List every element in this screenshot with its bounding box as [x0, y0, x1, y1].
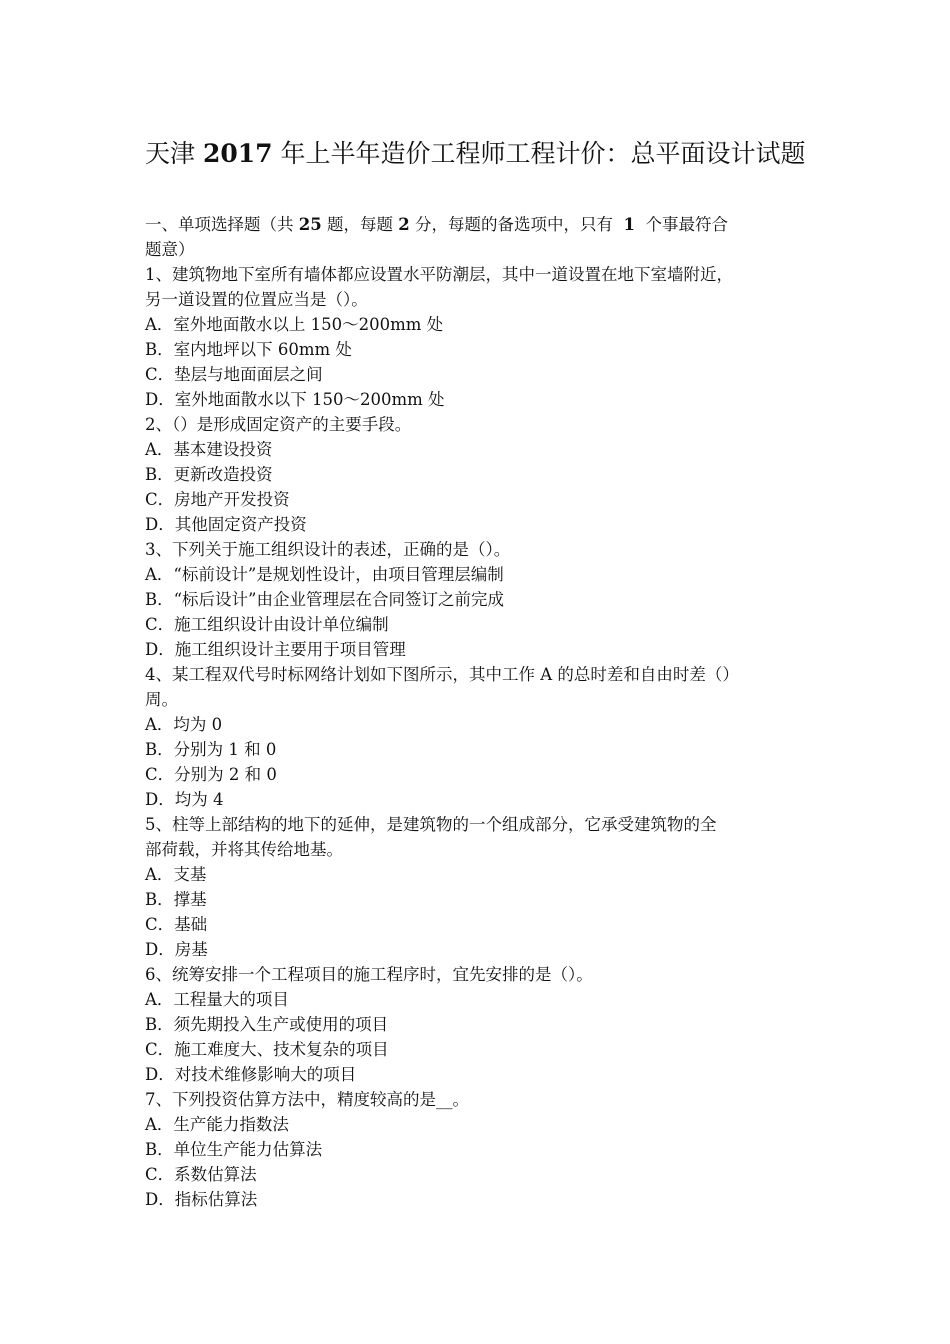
question-4-option-d: D．均为 4	[145, 790, 224, 809]
question-5-option-c: C．基础	[145, 915, 208, 934]
question-1-stem: 1、建筑物地下室所有墙体都应设置水平防潮层，其中一道设置在地下室墙附近，	[145, 265, 733, 284]
section-heading-part3: 分，每题的备选项中，只有	[414, 215, 613, 234]
question-1-option-a: A．室外地面散水以上 150～200mm 处	[145, 315, 444, 334]
question-1-stem-continued: 另一道设置的位置应当是（）。	[145, 290, 368, 309]
page-title	[145, 134, 825, 174]
question-7-option-c: C．系数估算法	[145, 1165, 257, 1184]
question-7-option-a: A．生产能力指数法	[145, 1115, 289, 1134]
question-1-option-c: C．垫层与地面面层之间	[145, 365, 323, 384]
question-5-stem-continued: 部荷载，并将其传给地基。	[145, 840, 343, 859]
question-6-option-b: B．须先期投入生产或使用的项目	[145, 1015, 389, 1034]
question-1-option-d: D．室外地面散水以下 150～200mm 处	[145, 390, 445, 409]
question-count: 25	[298, 215, 322, 234]
question-4-stem-continued: 周。	[145, 690, 178, 709]
question-1-option-b: B．室内地坪以下 60mm 处	[145, 340, 352, 359]
question-5-option-b: B．撑基	[145, 890, 207, 909]
section-heading-part1: 一、单项选择题（共	[145, 215, 294, 234]
question-2-option-d: D．其他固定资产投资	[145, 515, 307, 534]
question-4-option-a: A．均为 0	[145, 715, 223, 734]
question-3-option-a: A．“标前设计”是规划性设计，由项目管理层编制	[145, 565, 504, 584]
question-2-stem: 2、（）是形成固定资产的主要手段。	[145, 415, 412, 434]
question-6-option-c: C．施工难度大、技术复杂的项目	[145, 1040, 389, 1059]
question-4-option-c: C．分别为 2 和 0	[145, 765, 277, 784]
section-heading	[145, 212, 810, 237]
question-5-stem: 5、柱等上部结构的地下的延伸，是建筑物的一个组成部分，它承受建筑物的全	[145, 815, 717, 834]
question-score: 2	[398, 215, 410, 234]
question-3-option-b: B．“标后设计”由企业管理层在合同签订之前完成	[145, 590, 504, 609]
question-2-option-a: A．基本建设投资	[145, 440, 273, 459]
question-3-stem: 3、下列关于施工组织设计的表述，正确的是（）。	[145, 540, 511, 559]
section-heading-part4: 个事最符合	[645, 215, 728, 234]
question-6-option-d: D．对技术维修影响大的项目	[145, 1065, 357, 1084]
question-7-option-b: B．单位生产能力估算法	[145, 1140, 323, 1159]
section-heading-continued: 题意）	[145, 240, 195, 259]
question-3-option-c: C．施工组织设计由设计单位编制	[145, 615, 389, 634]
question-5-option-d: D．房基	[145, 940, 208, 959]
title-prefix: 天津	[145, 139, 196, 168]
question-4-option-b: B．分别为 1 和 0	[145, 740, 277, 759]
question-2-option-c: C．房地产开发投资	[145, 490, 290, 509]
question-3-option-d: D．施工组织设计主要用于项目管理	[145, 640, 406, 659]
document-body	[145, 212, 810, 1212]
question-2-option-b: B．更新改造投资	[145, 465, 273, 484]
question-4-stem: 4、某工程双代号时标网络计划如下图所示，其中工作 A 的总时差和自由时差（）	[145, 665, 739, 684]
question-5-option-a: A．支基	[145, 865, 207, 884]
question-7-stem: 7、下列投资估算方法中，精度较高的是__。	[145, 1090, 469, 1109]
question-7-option-d: D．指标估算法	[145, 1190, 258, 1209]
question-6-stem: 6、统筹安排一个工程项目的施工程序时，宜先安排的是（）。	[145, 965, 593, 984]
question-6-option-a: A．工程量大的项目	[145, 990, 289, 1009]
correct-option-count: 1	[623, 215, 635, 234]
section-heading-part2: 题，每题	[326, 215, 393, 234]
title-year: 2017	[202, 139, 273, 168]
title-suffix: 年上半年造价工程师工程计价：总平面设计试题	[280, 139, 806, 168]
